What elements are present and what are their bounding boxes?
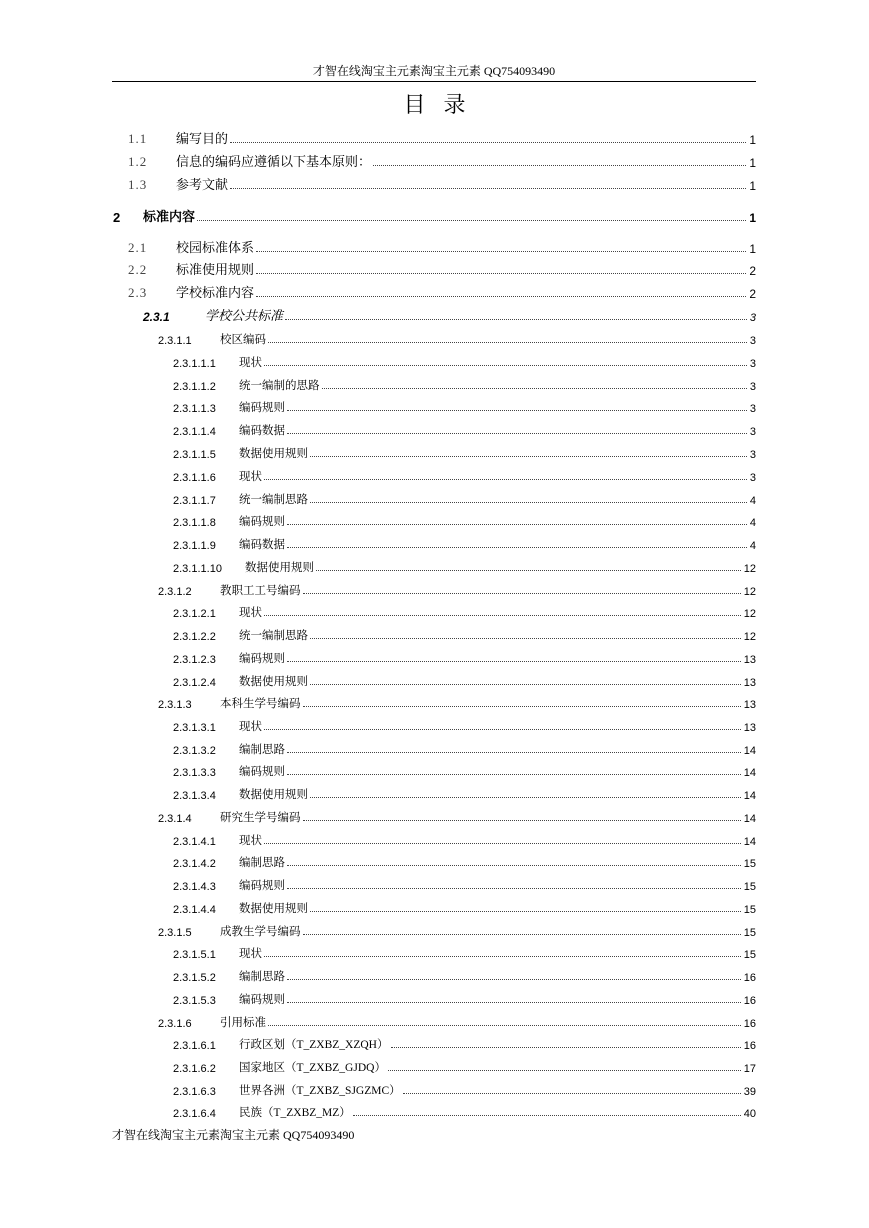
toc-entry[interactable]: 2.3.1.4.1 现状 14	[173, 835, 756, 848]
toc-entry[interactable]: 2.3.1.1.1 现状 3	[173, 357, 756, 370]
toc-entry[interactable]: 2.3.1.1.6 现状 3	[173, 471, 756, 484]
toc-entry[interactable]: 2.3.1.6.1 行政区划（T_ZXBZ_XZQH） 16	[173, 1039, 756, 1052]
toc-entry[interactable]: 2.3.1.5.1 现状 15	[173, 948, 756, 961]
toc-entry[interactable]: 2.3.1.4.4 数据使用规则 15	[173, 903, 756, 916]
page-footer: 才智在线淘宝主元素淘宝主元素 QQ754093490	[112, 1128, 355, 1142]
toc-entry[interactable]: 2.3.1.5.3 编码规则 16	[173, 994, 756, 1007]
toc-entry[interactable]: 2.3.1.2.4 数据使用规则 13	[173, 676, 756, 689]
toc-entry[interactable]: 2.3.1.4 研究生学号编码 14	[158, 812, 756, 825]
toc-entry[interactable]: 2.3 学校标准内容 2	[128, 285, 756, 301]
toc-entry[interactable]: 2.1 校园标准体系 1	[128, 240, 756, 256]
header-rule	[112, 81, 756, 82]
toc-entry[interactable]: 2.2 标准使用规则 2	[128, 262, 756, 278]
toc-entry[interactable]: 1.3 参考文献 1	[128, 177, 756, 193]
toc-title: 目录	[403, 92, 484, 117]
toc-entry[interactable]: 2 标准内容 1	[113, 209, 756, 225]
toc-entry[interactable]: 2.3.1.2 教职工工号编码 12	[158, 585, 756, 598]
toc-entry[interactable]: 2.3.1.6.4 民族（T_ZXBZ_MZ） 40	[173, 1107, 756, 1120]
toc-entry[interactable]: 2.3.1.3.2 编制思路 14	[173, 744, 756, 757]
toc-entry[interactable]: 2.3.1.1.2 统一编制的思路 3	[173, 380, 756, 393]
toc-entry[interactable]: 2.3.1.4.2 编制思路 15	[173, 857, 756, 870]
toc-entry[interactable]: 2.3.1.1.8 编码规则 4	[173, 516, 756, 529]
toc-entry[interactable]: 2.3.1.1.4 编码数据 3	[173, 425, 756, 438]
toc-entry[interactable]: 2.3.1.6.3 世界各洲（T_ZXBZ_SJGZMC） 39	[173, 1085, 756, 1098]
toc-entry[interactable]: 2.3.1 学校公共标准 3	[143, 308, 756, 324]
toc-entry[interactable]: 2.3.1.3.3 编码规则 14	[173, 766, 756, 779]
toc-entry[interactable]: 2.3.1.1.3 编码规则 3	[173, 402, 756, 415]
toc-entry[interactable]: 2.3.1.2.2 统一编制思路 12	[173, 630, 756, 643]
toc-entry[interactable]: 2.3.1.4.3 编码规则 15	[173, 880, 756, 893]
toc-entry[interactable]: 2.3.1.1.5 数据使用规则 3	[173, 448, 756, 461]
toc-entry[interactable]: 2.3.1.3 本科生学号编码 13	[158, 698, 756, 711]
page-header: 才智在线淘宝主元素淘宝主元素 QQ754093490	[312, 64, 556, 78]
toc-entry[interactable]: 1.1 编写目的 1	[128, 131, 756, 147]
toc-entry[interactable]: 2.3.1.3.4 数据使用规则 14	[173, 789, 756, 802]
toc-entry[interactable]: 2.3.1.6.2 国家地区（T_ZXBZ_GJDQ） 17	[173, 1062, 756, 1075]
toc-entry[interactable]: 2.3.1.5.2 编制思路 16	[173, 971, 756, 984]
toc-entry[interactable]: 2.3.1.1.10 数据使用规则 12	[173, 562, 756, 575]
toc-entry[interactable]: 2.3.1.1.9 编码数据 4	[173, 539, 756, 552]
toc-entry[interactable]: 1.2 信息的编码应遵循以下基本原则： 1	[128, 154, 756, 170]
toc-entry[interactable]: 2.3.1.1 校区编码 3	[158, 334, 756, 347]
toc-entry[interactable]: 2.3.1.2.3 编码规则 13	[173, 653, 756, 666]
toc-entry[interactable]: 2.3.1.6 引用标准 16	[158, 1017, 756, 1030]
toc-entry[interactable]: 2.3.1.3.1 现状 13	[173, 721, 756, 734]
toc-entry[interactable]: 2.3.1.5 成教生学号编码 15	[158, 926, 756, 939]
toc-entry[interactable]: 2.3.1.2.1 现状 12	[173, 607, 756, 620]
toc-entry[interactable]: 2.3.1.1.7 统一编制思路 4	[173, 494, 756, 507]
